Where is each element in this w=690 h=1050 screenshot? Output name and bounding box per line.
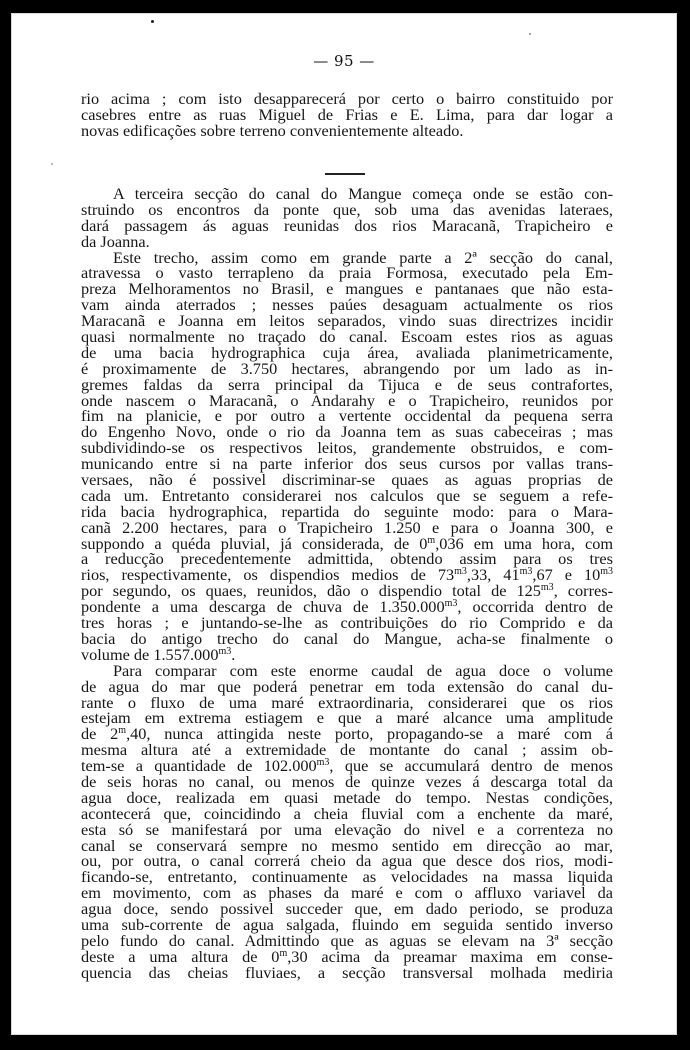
text-line: do Engenho Novo, onde o rio da Joanna tem as suas cabeceiras ; mas bbox=[81, 422, 613, 442]
text-line: estejam em extrema estiagem e que a maré alcance uma amplitude bbox=[81, 708, 613, 728]
text-line: Para comparar com este enorme caudal de agua doce o volume bbox=[113, 660, 613, 680]
opening-fragment bbox=[81, 91, 613, 139]
text-line: pelo fundo do canal. Admittindo que as aguas se elevam na 3ª secção bbox=[81, 930, 613, 950]
text-line: de seis horas no canal, ou menos de quinze vezes á descarga total da bbox=[81, 771, 613, 791]
text-line: mesma altura até a extremidade de montante do canal ; assim ob- bbox=[81, 740, 613, 760]
text-line: suppondo a quéda pluvial, já considerada, de 0$^m$,036 em uma hora, com bbox=[81, 533, 614, 553]
text-line: a reducção precedentemente admittida, obtendo assim para os tres bbox=[81, 549, 613, 569]
text-line: fim na planicie, e por outro a vertente occidental da pequena serra bbox=[81, 406, 613, 426]
paragraph-3 bbox=[81, 660, 614, 982]
text-line: atravessa o vasto terrapleno da praia Formosa, executado pela Em- bbox=[81, 263, 613, 283]
scan-speck bbox=[529, 33, 531, 35]
text-line: esta só se manifestará por uma elevação do nivel e a correnteza no bbox=[81, 819, 613, 839]
page-number: — 95 — bbox=[313, 52, 375, 70]
text-line: rio acima ; com isto desapparecerá por certo o bairro constituido por bbox=[81, 89, 613, 108]
scan-speck bbox=[51, 163, 53, 165]
text-line: ficando-se, entretanto, continuamente as velocidades na massa liquida bbox=[81, 867, 613, 887]
text-line: quencia das cheias fluviaes, a secção transversal molhada mediria bbox=[81, 962, 613, 982]
text-line: pondente a uma descarga de chuva de $1.350.000^{m3}$, occorrida dentro de bbox=[81, 597, 613, 617]
text-line: preza Melhoramentos no Brasil, e mangues e pantanaes que não esta- bbox=[81, 279, 613, 299]
text-line: acontecerá que, coincidindo a cheia fluvial com a enchente da maré, bbox=[81, 803, 613, 823]
text-line: rios, respectivamente, os dispendios medios de $73^{m3},33$, $41^{m3},67$ e $10^{m3}$ bbox=[81, 565, 614, 585]
text-line: versaes, não é possivel discriminar-se quaes as aguas proprias de bbox=[81, 470, 613, 490]
text-line: deste a uma altura de 0$^m$,30 acima da preamar maxima em conse- bbox=[81, 946, 613, 966]
text-line: casebres entre as ruas Miguel de Frias e E. Lima, para dar logar a bbox=[81, 104, 613, 124]
text-line: ou, por outra, o canal correrá cheio da agua que desce dos rios, modi- bbox=[81, 851, 613, 871]
text-line: quasi normalmente no traçado do canal. Escoam estes rios as aguas bbox=[81, 327, 613, 347]
text-line: novas edificações sobre terreno convenientemente alteado. bbox=[81, 120, 464, 140]
text-line: canã 2.200 hectares, para o Trapicheiro 1.250 e para o Joanna 300, e bbox=[81, 517, 613, 537]
text-line: por segundo, os quaes, reunidos, dão o dispendio total de $125^{m3}$, corres- bbox=[81, 581, 613, 601]
body-text bbox=[81, 186, 613, 981]
scan-speck bbox=[151, 20, 154, 23]
text-line: Este trecho, assim como em grande parte a 2ª secção do canal, bbox=[113, 247, 613, 267]
text-line: bacia do antigo trecho do canal do Mangue, acha-se finalmente o bbox=[81, 628, 613, 648]
text-line: dará passagem ás aguas reunidas dos rios Maracanã, Trapicheiro e bbox=[81, 215, 613, 235]
text-line: rida bacia hydrographica, repartida do seguinte modo: para o Mara- bbox=[81, 501, 613, 521]
text-line: gremes faldas da serra principal da Tijuca e de seus contrafortes, bbox=[81, 374, 613, 394]
document-page bbox=[11, 13, 677, 1035]
text-line: da Joanna. bbox=[81, 231, 150, 251]
text-line: tres horas ; e juntando-se-lhe as contribuições do rio Comprido e da bbox=[81, 613, 613, 633]
text-line: de 2$^m$,40, nunca attingida neste porto, propagando-se a maré com á bbox=[81, 724, 614, 744]
text-line: vam ainda aterrados ; nesses paúes desaguam actualmente os rios bbox=[81, 295, 613, 315]
text-line: agua doce, sendo possivel succeder que, em dado periodo, se produza bbox=[81, 899, 613, 919]
text-line: é proximamente de 3.750 hectares, abrangendo por um lado as in- bbox=[81, 358, 613, 378]
text-line: cada um. Entretanto considerarei nos calculos que se seguem a refe- bbox=[81, 485, 613, 505]
text-line: A terceira secção do canal do Mangue começa onde se estão con- bbox=[113, 184, 613, 203]
text-line: uma sub-corrente de agua salgada, fluindo em seguida sentido inverso bbox=[81, 914, 613, 934]
text-line: Maracanã e Joanna em leitos separados, vindo suas directrizes incidir bbox=[81, 311, 613, 331]
paragraph-1 bbox=[81, 186, 613, 250]
text-line: volume de $1.557.000^{m3}$. bbox=[81, 644, 236, 664]
text-line: de uma bacia hydrographica cuja área, avaliada planimetricamente, bbox=[81, 342, 613, 362]
paragraph bbox=[81, 91, 613, 139]
text-line: rante o fluxo de uma maré extraordinaria, considerarei que os rios bbox=[81, 692, 613, 712]
paragraph-2 bbox=[81, 247, 614, 664]
section-divider bbox=[325, 173, 365, 175]
text-line: em movimento, com as phases da maré e com o affluxo variavel da bbox=[81, 883, 613, 903]
text-line: canal se conservará sempre no mesmo sentido em direcção ao mar, bbox=[81, 835, 613, 855]
text-line: municando entre si na parte inferior dos seus cursos por vallas trans- bbox=[81, 454, 613, 474]
text-line: subdividindo-se os respectivos leitos, grandemente obstruidos, e com- bbox=[81, 438, 613, 458]
text-line: agua doce, realizada em quasi metade do tempo. Nestas condições, bbox=[81, 787, 613, 807]
text-line: onde nascem o Maracanã, o Andarahy e o Trapicheiro, reunidos por bbox=[81, 390, 613, 410]
text-line: tem-se a quantidade de $102.000^{m3}$, que se accumulará dentro de menos bbox=[81, 756, 613, 776]
text-line: de agua do mar que poderá penetrar em toda extensão do canal du- bbox=[81, 676, 613, 696]
text-line: struindo os encontros da ponte que, sob uma das avenidas lateraes, bbox=[81, 199, 613, 219]
